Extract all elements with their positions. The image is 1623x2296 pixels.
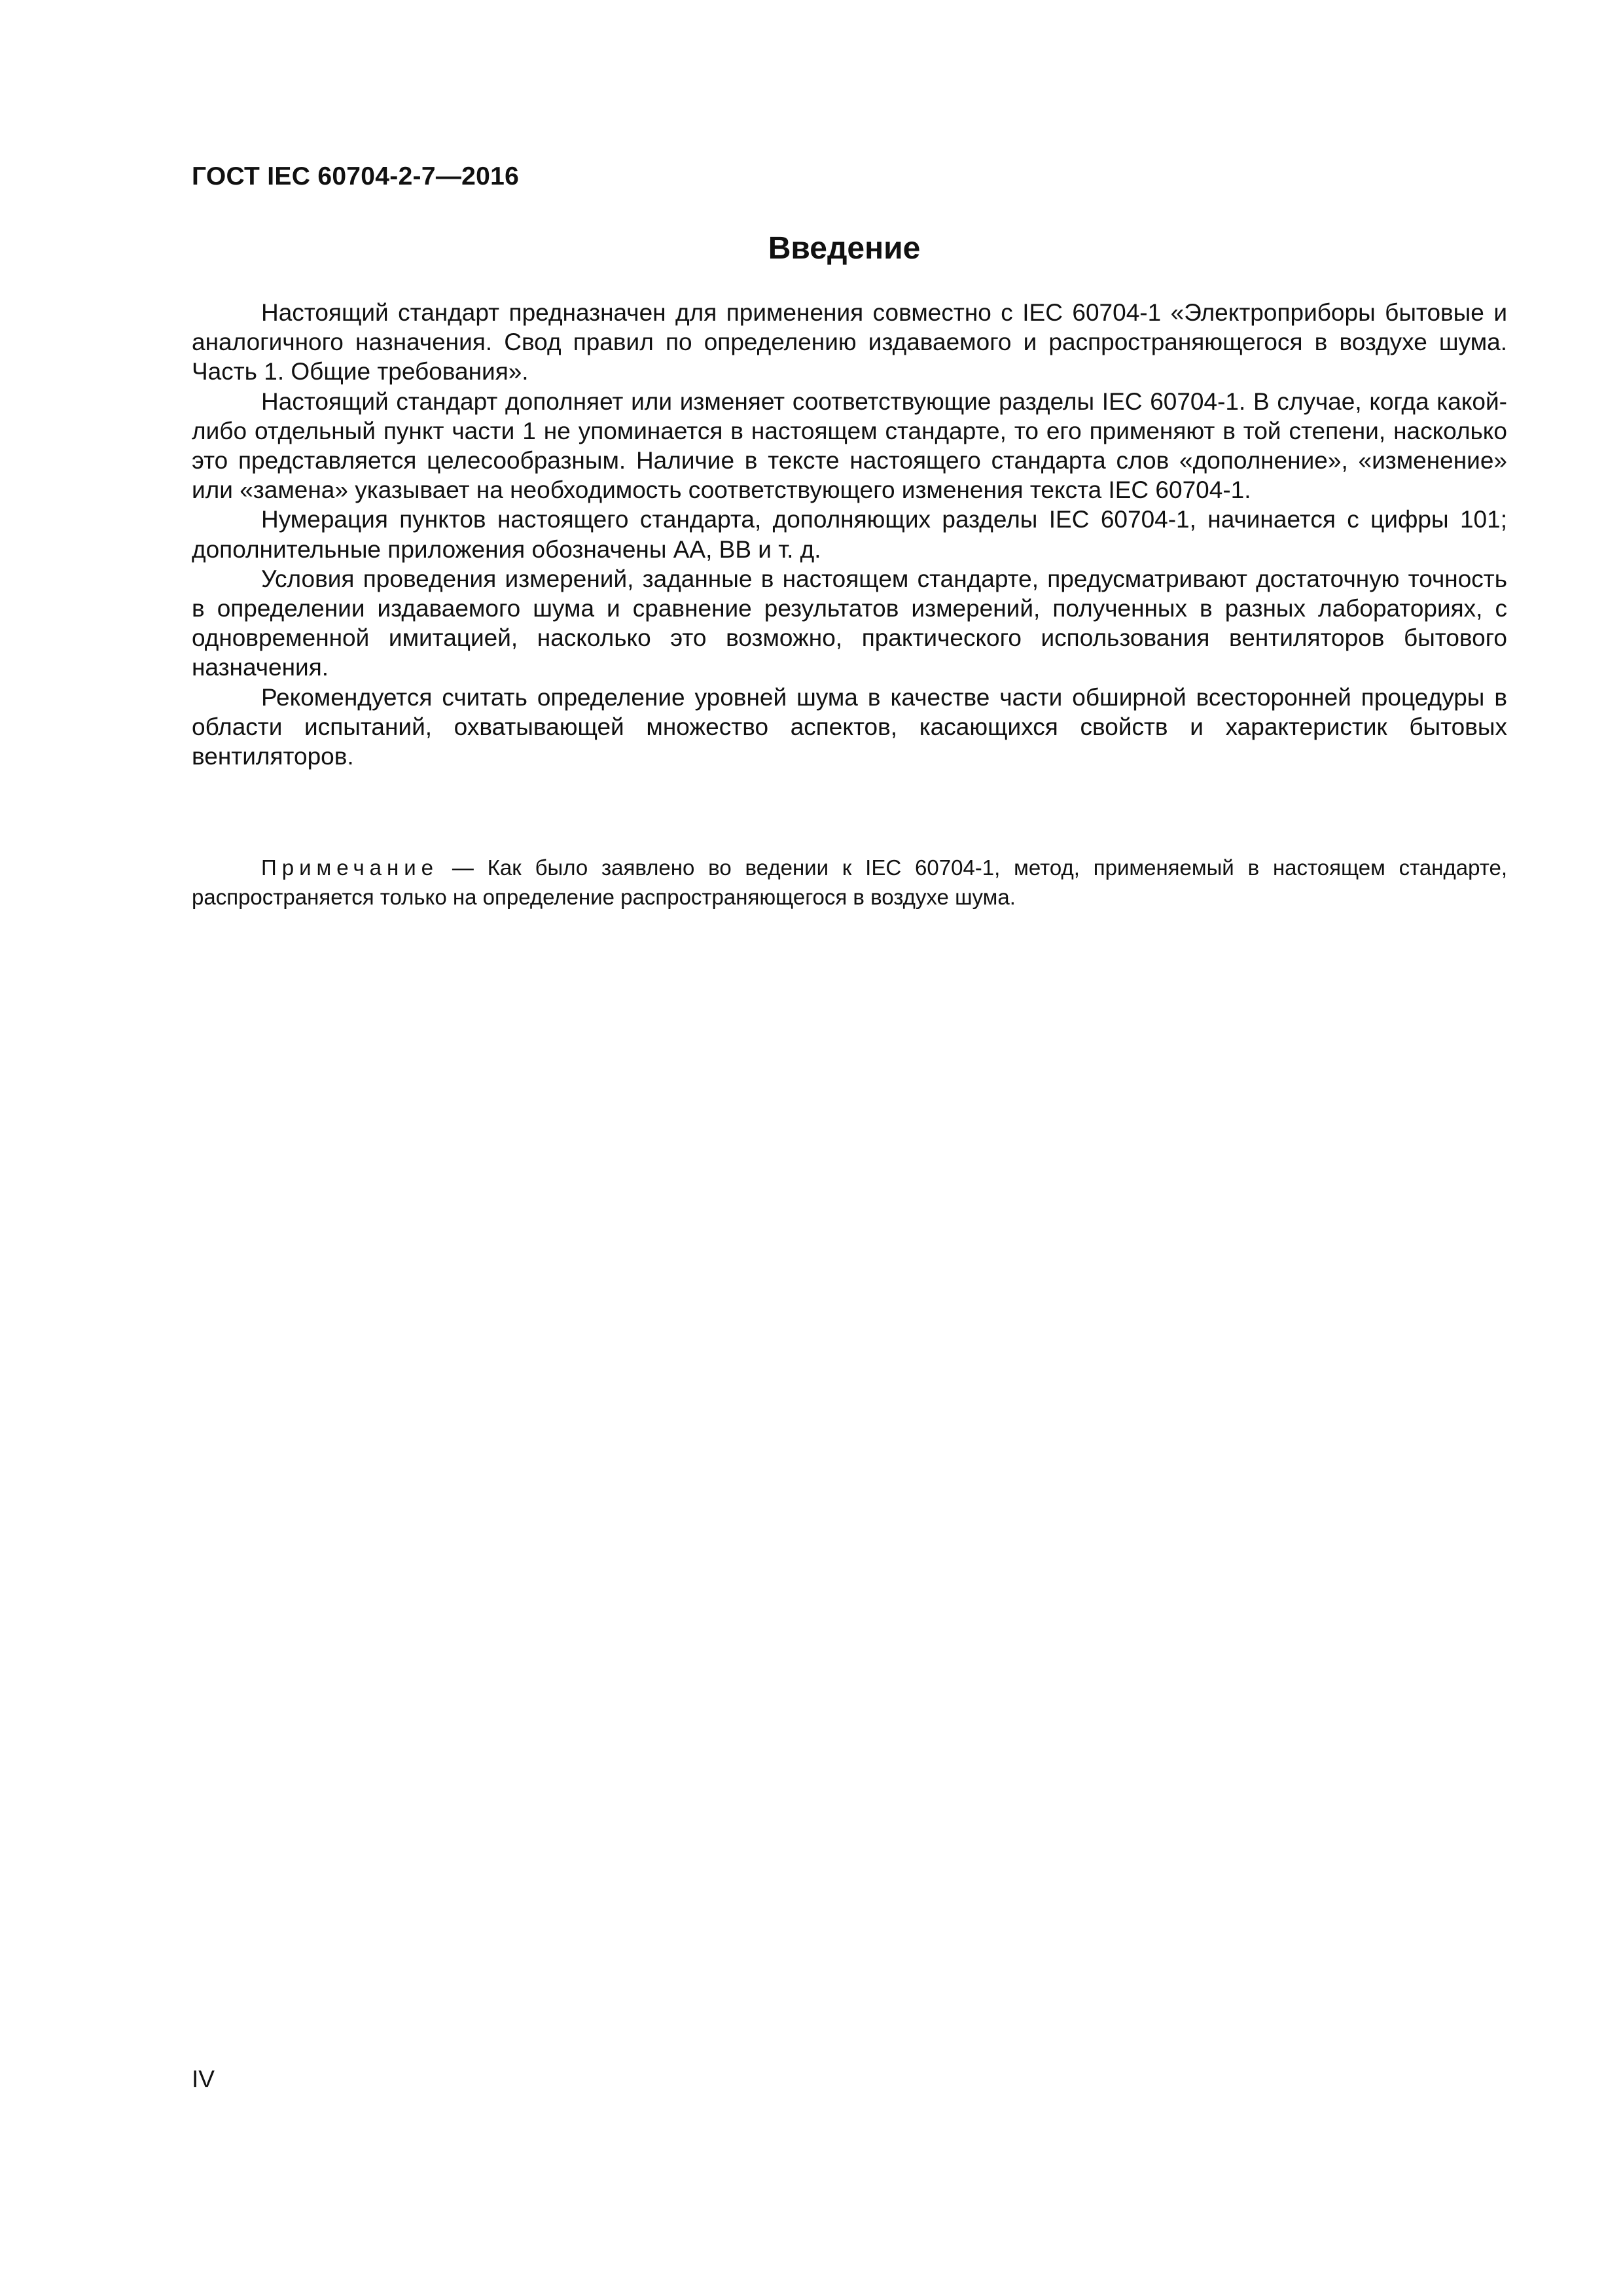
note-label: Примечание	[261, 855, 439, 880]
paragraph: Настоящий стандарт предназначен для применения совместно с IEC 60704-1 «Электроприборы бытовые и аналогичного назначения. Свод правил по определению издаваемого и распространяющегося в воздухе шума. Часть 1. Общие требования».	[192, 299, 1507, 386]
note	[192, 853, 1507, 912]
section-title: Введение	[768, 231, 921, 266]
introduction-body	[192, 298, 1507, 771]
paragraph: Нумерация пунктов настоящего стандарта, дополняющих разделы IEC 60704-1, начинается с цифры 101; дополнительные приложения обозначены АА, ВВ и т. д.	[192, 506, 1507, 563]
paragraph: Условия проведения измерений, заданные в настоящем стандарте, предусматривают достаточную точность в определении издаваемого шума и сравнение результатов измерений, полученных в разных лабораториях, с одновременной имитацией, насколько это возможно, практического использования вентиляторов бытового назначения.	[192, 565, 1507, 681]
page-number: IV	[192, 2066, 215, 2092]
paragraph: Рекомендуется считать определение уровней шума в качестве части обширной всесторонней процедуры в области испытаний, охватывающей множество аспектов, касающихся свойств и характеристик бытовых вентиляторов.	[192, 683, 1507, 770]
document-header: ГОСТ IEC 60704-2-7—2016	[192, 162, 520, 190]
paragraph: Настоящий стандарт дополняет или изменяет соответствующие разделы IEC 60704-1. В случае, когда какой-либо отдельный пункт части 1 не упоминается в настоящем стандарте, то его применяют в той степени, насколько это представляется целесообразным. Наличие в тексте настоящего стандарта слов «дополнение», «изменение» или «замена» указывает на необходимость соответствующего изменения текста IEC 60704-1.	[192, 387, 1507, 504]
note-text: — Как было заявлено во ведении к IEC 60704-1, метод, применяемый в настоящем стандарте, распространяется только на определение распространяющегося в воздухе шума.	[192, 855, 1507, 909]
